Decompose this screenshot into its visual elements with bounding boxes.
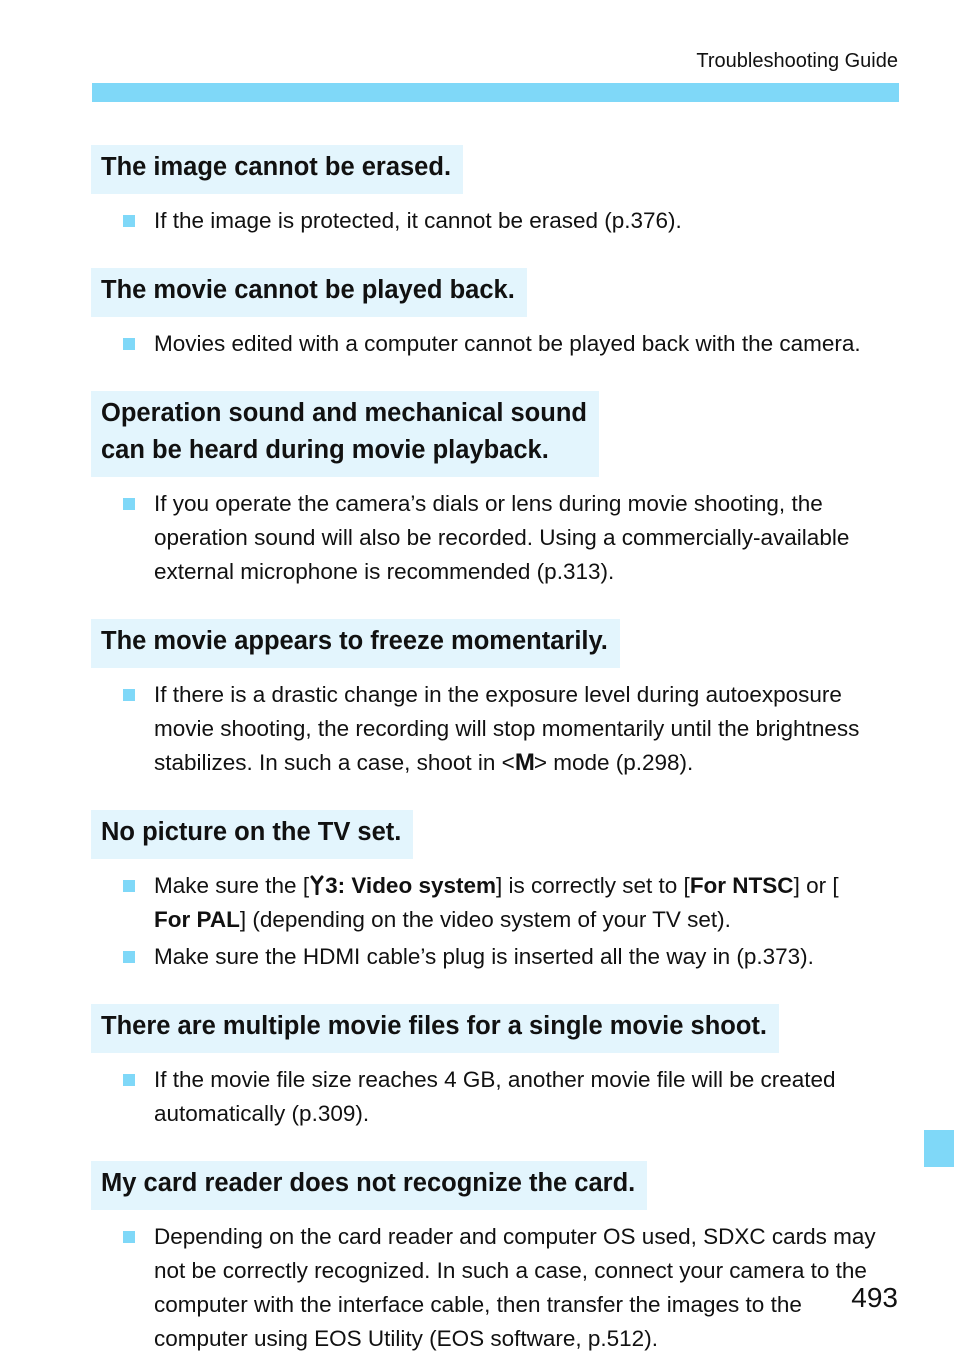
- bullet-list: [91, 487, 901, 589]
- heading-line: Operation sound and mechanical sound: [101, 399, 587, 427]
- section-heading: My card reader does not recognize the card.: [91, 1161, 647, 1210]
- heading-line: can be heard during movie playback.: [101, 436, 549, 464]
- square-bullet-icon: [123, 338, 135, 350]
- list-item: [91, 204, 901, 238]
- option-name: For NTSC: [689, 873, 794, 898]
- square-bullet-icon: [123, 689, 135, 701]
- square-bullet-icon: [123, 1231, 135, 1243]
- manual-mode-icon: M: [514, 749, 534, 776]
- item-text: Depending on the card reader and computer OS used, SDXC cards may not be correctly recognized. In such a case, connect your camera to the computer with the interface cable, then transfer the images to the computer using EOS Utility (EOS software, p.512).: [154, 1224, 876, 1351]
- section-heading: The movie appears to freeze momentarily.: [91, 619, 620, 668]
- option-name: For PAL: [154, 907, 240, 932]
- section-heading: [91, 391, 599, 477]
- bullet-list: [91, 204, 901, 238]
- list-item: [91, 678, 901, 780]
- item-text: Movies edited with a computer cannot be played back with the camera.: [154, 331, 861, 356]
- item-text: If there is a drastic change in the exposure level during autoexposure movie shooting, the recording will stop momentarily until the brightness stabilizes. In such a case, shoot in <: [154, 682, 860, 775]
- list-item: [91, 869, 901, 937]
- troubleshooting-content: [91, 145, 901, 1356]
- section-heading: The movie cannot be played back.: [91, 268, 527, 317]
- bullet-list: [91, 869, 901, 974]
- list-item: [91, 940, 901, 974]
- list-item: [91, 1220, 901, 1356]
- running-header: Troubleshooting Guide: [696, 50, 898, 72]
- item-text: > mode (p.298).: [533, 750, 694, 775]
- item-text: ] or [: [793, 873, 839, 898]
- square-bullet-icon: [123, 498, 135, 510]
- item-text: ] (depending on the video system of your TV set).: [239, 907, 731, 932]
- item-text: Make sure the [: [154, 873, 310, 898]
- section-heading: The image cannot be erased.: [91, 145, 463, 194]
- list-item: [91, 1063, 901, 1131]
- header-color-bar: [92, 83, 899, 102]
- menu-item-name: 3: Video system: [325, 873, 496, 898]
- bullet-list: [91, 1220, 901, 1356]
- section-heading: No picture on the TV set.: [91, 810, 413, 859]
- section-no-picture-tv: [91, 810, 901, 974]
- item-text: If the image is protected, it cannot be erased (p.376).: [154, 208, 682, 233]
- square-bullet-icon: [123, 215, 135, 227]
- wrench-icon: [309, 875, 325, 895]
- section-card-reader: [91, 1161, 901, 1356]
- square-bullet-icon: [123, 951, 135, 963]
- section-operation-sound: [91, 391, 901, 589]
- section-heading: There are multiple movie files for a single movie shoot.: [91, 1004, 779, 1053]
- item-text: If the movie file size reaches 4 GB, another movie file will be created automatically (p.309).: [154, 1067, 836, 1126]
- bullet-list: [91, 327, 901, 361]
- section-image-cannot-be-erased: [91, 145, 901, 238]
- chapter-thumb-tab: [924, 1130, 954, 1167]
- section-multiple-movie-files: [91, 1004, 901, 1131]
- section-movie-freeze: [91, 619, 901, 780]
- square-bullet-icon: [123, 880, 135, 892]
- item-text: Make sure the HDMI cable’s plug is inserted all the way in (p.373).: [154, 944, 814, 969]
- page-number: 493: [851, 1282, 898, 1313]
- square-bullet-icon: [123, 1074, 135, 1086]
- section-movie-cannot-be-played: [91, 268, 901, 361]
- list-item: [91, 327, 901, 361]
- bullet-list: [91, 1063, 901, 1131]
- bullet-list: [91, 678, 901, 780]
- item-text: If you operate the camera’s dials or lens during movie shooting, the operation sound will also be recorded. Using a commercially-available external microphone is recommended (p.313).: [154, 491, 850, 584]
- list-item: [91, 487, 901, 589]
- item-text: ] is correctly set to [: [496, 873, 690, 898]
